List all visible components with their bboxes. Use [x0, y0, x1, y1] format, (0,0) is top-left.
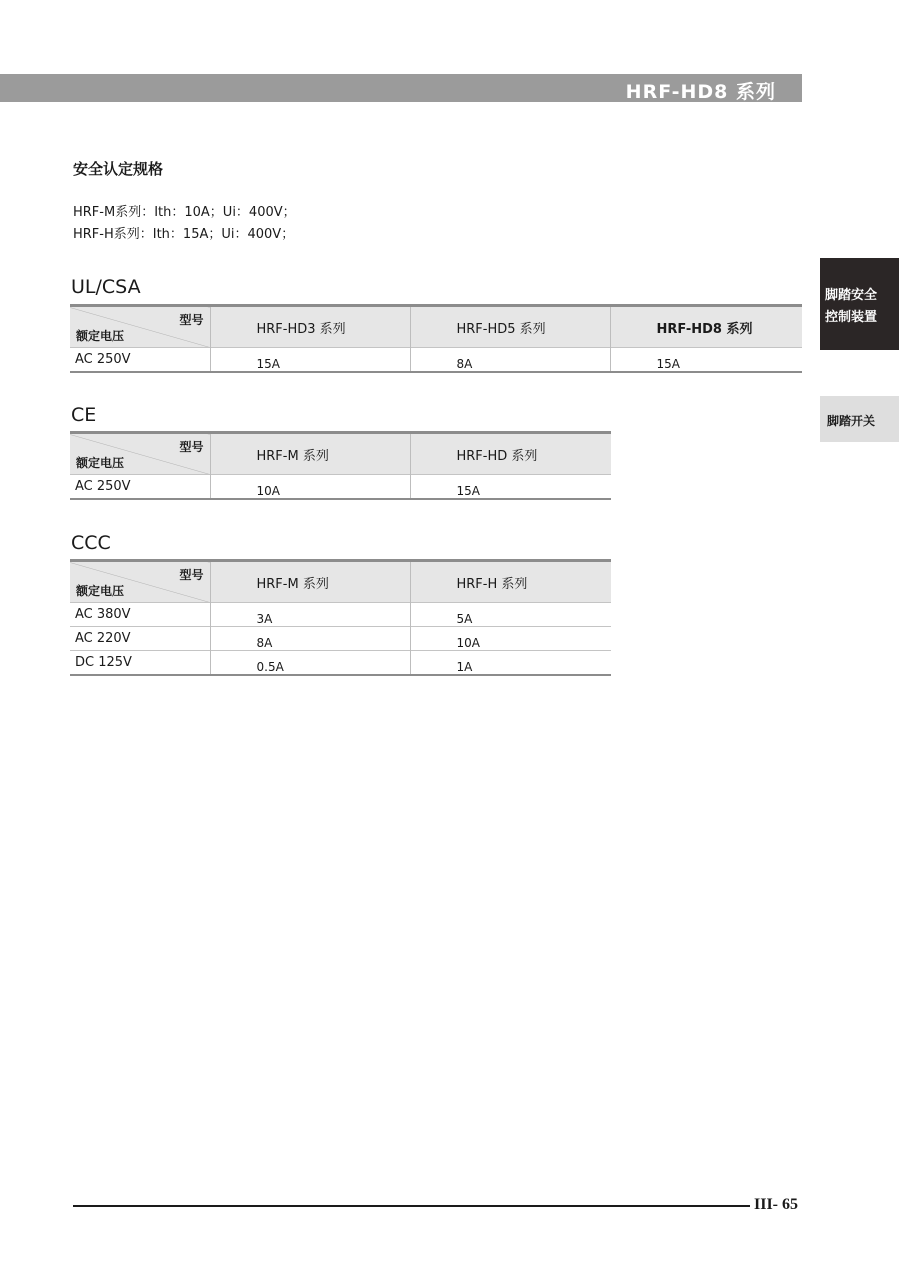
table-cell: 15A: [210, 348, 410, 373]
column-header: HRF-HD 系列: [410, 433, 611, 475]
corner-voltage-label: 额定电压: [76, 456, 125, 470]
header-title: HRF-HD8 系列: [625, 81, 776, 103]
table-header-row: [70, 306, 802, 348]
corner-model-label: 型号: [179, 440, 204, 454]
table-row: [70, 603, 611, 627]
table-row: [70, 651, 611, 676]
ul-csa-table: [70, 304, 802, 373]
header-bar: [0, 74, 802, 102]
table-cell: 3A: [210, 603, 410, 627]
table-row: [70, 475, 611, 500]
column-header: HRF-HD8 系列: [610, 306, 802, 348]
footer-rule: [73, 1205, 750, 1207]
spec-line-m: HRF-M系列：Ith：10A；Ui：400V；: [73, 205, 296, 220]
column-header: HRF-M 系列: [210, 561, 410, 603]
table-cell: 8A: [210, 627, 410, 651]
side-tab-foot-safety-control[interactable]: [820, 258, 899, 350]
ce-title: CE: [71, 404, 97, 426]
side-tab-label-line1: 脚踏安全: [825, 288, 878, 303]
table-cell: 15A: [410, 475, 611, 500]
table-cell: 0.5A: [210, 651, 410, 676]
page-number: III- 65: [754, 1196, 799, 1213]
column-header: HRF-H 系列: [410, 561, 611, 603]
column-header: HRF-HD3 系列: [210, 306, 410, 348]
table-header-row: [70, 433, 611, 475]
row-label: AC 380V: [70, 603, 210, 627]
row-label: AC 250V: [70, 348, 210, 373]
row-label: AC 220V: [70, 627, 210, 651]
table-corner-cell: [70, 306, 210, 348]
table-cell: 1A: [410, 651, 611, 676]
table-cell: 8A: [410, 348, 610, 373]
side-tab-label-line2: 控制装置: [825, 310, 878, 325]
table-corner-cell: [70, 561, 210, 603]
spec-line-h: HRF-H系列：Ith：15A；Ui：400V；: [73, 227, 295, 242]
table-row: [70, 627, 611, 651]
section-title: 安全认定规格: [73, 160, 164, 178]
ce-table: [70, 431, 611, 500]
corner-model-label: 型号: [179, 568, 204, 582]
table-cell: 10A: [410, 627, 611, 651]
corner-model-label: 型号: [179, 313, 204, 327]
ccc-title: CCC: [71, 532, 111, 554]
table-corner-cell: [70, 433, 210, 475]
side-tab-label: 脚踏开关: [827, 414, 876, 428]
table-cell: 15A: [610, 348, 802, 373]
row-label: AC 250V: [70, 475, 210, 500]
column-header: HRF-HD5 系列: [410, 306, 610, 348]
ccc-table: [70, 559, 611, 676]
ul-csa-title: UL/CSA: [71, 276, 141, 298]
table-row: [70, 348, 802, 373]
column-header: HRF-M 系列: [210, 433, 410, 475]
table-cell: 5A: [410, 603, 611, 627]
corner-voltage-label: 额定电压: [76, 329, 125, 343]
table-header-row: [70, 561, 611, 603]
corner-voltage-label: 额定电压: [76, 584, 125, 598]
table-cell: 10A: [210, 475, 410, 500]
side-tab-foot-switch[interactable]: [820, 396, 899, 442]
row-label: DC 125V: [70, 651, 210, 676]
